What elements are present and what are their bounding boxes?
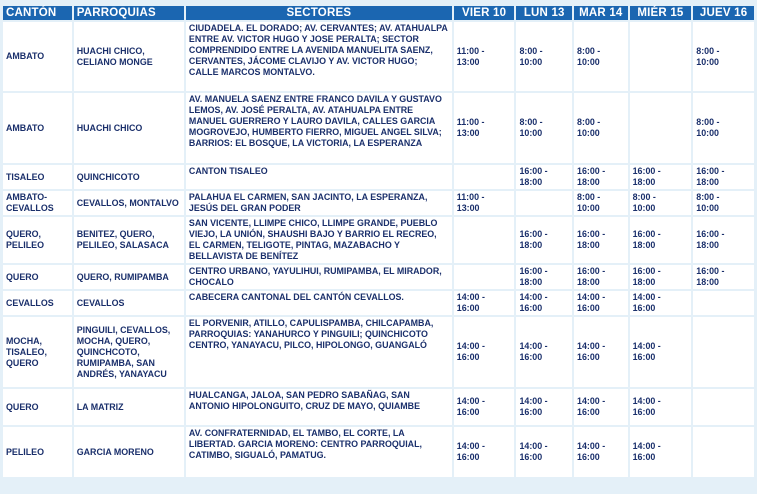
table-row — [3, 291, 754, 315]
header-day: MIÉR 15 — [630, 6, 692, 20]
canton-cell: QUERO — [3, 389, 72, 425]
header-sectores: SECTORES — [186, 6, 452, 20]
canton-cell: PELILEO — [3, 427, 72, 477]
time-cell: 8:00 - 10:00 — [574, 22, 628, 91]
time-cell: 16:00 - 18:00 — [516, 165, 572, 189]
time-cell: 14:00 - 16:00 — [516, 427, 572, 477]
time-cell: 8:00 - 10:00 — [516, 93, 572, 163]
parroquias-cell: QUERO, RUMIPAMBA — [74, 265, 184, 289]
table-row — [3, 93, 754, 163]
time-cell: 14:00 - 16:00 — [454, 389, 515, 425]
sectores-cell: AV. CONFRATERNIDAD, EL TAMBO, EL CORTE, LA LIBERTAD. GARCIA MORENO: CENTRO PARROQUIAL, CATIMBO, SIGUALÓ, PAMATUG. — [186, 427, 452, 477]
table-row — [3, 191, 754, 215]
parroquias-cell: CEVALLOS — [74, 291, 184, 315]
time-cell: 16:00 - 18:00 — [693, 265, 754, 289]
parroquias-cell: CEVALLOS, MONTALVO — [74, 191, 184, 215]
time-cell — [454, 165, 515, 189]
parroquias-cell: BENITEZ, QUERO, PELILEO, SALASACA — [74, 217, 184, 263]
time-cell — [693, 291, 754, 315]
time-cell: 14:00 - 16:00 — [630, 317, 692, 387]
time-cell: 8:00 - 10:00 — [574, 191, 628, 215]
time-cell: 8:00 - 10:00 — [693, 22, 754, 91]
time-cell: 14:00 - 16:00 — [516, 291, 572, 315]
time-cell: 14:00 - 16:00 — [454, 427, 515, 477]
time-cell: 8:00 - 10:00 — [516, 22, 572, 91]
time-cell: 11:00 - 13:00 — [454, 22, 515, 91]
sectores-cell: CANTON TISALEO — [186, 165, 452, 189]
header-day: LUN 13 — [516, 6, 572, 20]
time-cell: 16:00 - 18:00 — [693, 165, 754, 189]
time-cell: 8:00 - 10:00 — [693, 93, 754, 163]
time-cell: 14:00 - 16:00 — [454, 291, 515, 315]
time-cell: 14:00 - 16:00 — [574, 291, 628, 315]
time-cell: 14:00 - 16:00 — [630, 291, 692, 315]
parroquias-cell: GARCIA MORENO — [74, 427, 184, 477]
schedule-body — [3, 22, 754, 477]
sectores-cell: SAN VICENTE, LLIMPE CHICO, LLIMPE GRANDE, PUEBLO VIEJO, LA UNIÓN, SHAUSHI BAJO Y BARRIO EL RECREO, EL CARMEN, TELIGOTE, PINTAG, MAZABACHO Y BELLAVISTA DE BENÍTEZ — [186, 217, 452, 263]
time-cell: 16:00 - 18:00 — [574, 217, 628, 263]
parroquias-cell: HUACHI CHICO, CELIANO MONGE — [74, 22, 184, 91]
sectores-cell: EL PORVENIR, ATILLO, CAPULISPAMBA, CHILCAPAMBA, PARROQUIAS: YANAHURCO Y PINGUILI; QUINCHICOTO CENTRO, YANAYACU, PILCO, HIPOLONGO, GUANGALÓ — [186, 317, 452, 387]
table-row — [3, 22, 754, 91]
canton-cell: AMBATO — [3, 22, 72, 91]
time-cell: 16:00 - 18:00 — [630, 265, 692, 289]
header-row — [3, 6, 754, 20]
time-cell: 16:00 - 18:00 — [693, 217, 754, 263]
header-day: JUEV 16 — [693, 6, 754, 20]
time-cell — [630, 93, 692, 163]
table-row — [3, 165, 754, 189]
time-cell: 16:00 - 18:00 — [574, 265, 628, 289]
header-parroquias: PARROQUIAS — [74, 6, 184, 20]
time-cell: 14:00 - 16:00 — [516, 317, 572, 387]
header-day: VIER 10 — [454, 6, 515, 20]
table-row — [3, 317, 754, 387]
time-cell: 11:00 - 13:00 — [454, 191, 515, 215]
table-row — [3, 265, 754, 289]
table-row — [3, 217, 754, 263]
time-cell: 16:00 - 18:00 — [630, 165, 692, 189]
table-row — [3, 389, 754, 425]
parroquias-cell: QUINCHICOTO — [74, 165, 184, 189]
time-cell: 14:00 - 16:00 — [454, 317, 515, 387]
sectores-cell: CABECERA CANTONAL DEL CANTÓN CEVALLOS. — [186, 291, 452, 315]
sectores-cell: CENTRO URBANO, YAYULIHUI, RUMIPAMBA, EL MIRADOR, CHOCALO — [186, 265, 452, 289]
time-cell: 14:00 - 16:00 — [630, 389, 692, 425]
time-cell: 16:00 - 18:00 — [574, 165, 628, 189]
time-cell — [693, 389, 754, 425]
time-cell: 14:00 - 16:00 — [574, 427, 628, 477]
time-cell: 11:00 - 13:00 — [454, 93, 515, 163]
time-cell: 8:00 - 10:00 — [693, 191, 754, 215]
canton-cell: MOCHA, TISALEO, QUERO — [3, 317, 72, 387]
canton-cell: CEVALLOS — [3, 291, 72, 315]
time-cell — [693, 317, 754, 387]
canton-cell: TISALEO — [3, 165, 72, 189]
header-canton: CANTÓN — [3, 6, 72, 20]
time-cell: 8:00 - 10:00 — [630, 191, 692, 215]
time-cell — [516, 191, 572, 215]
sectores-cell: HUALCANGA, JALOA, SAN PEDRO SABAÑAG, SAN ANTONIO HIPOLONGUITO, CRUZ DE MAYO, QUIAMBE — [186, 389, 452, 425]
time-cell: 16:00 - 18:00 — [516, 265, 572, 289]
time-cell: 14:00 - 16:00 — [516, 389, 572, 425]
time-cell: 8:00 - 10:00 — [574, 93, 628, 163]
canton-cell: QUERO — [3, 265, 72, 289]
time-cell: 14:00 - 16:00 — [574, 389, 628, 425]
time-cell — [454, 265, 515, 289]
time-cell: 14:00 - 16:00 — [630, 427, 692, 477]
time-cell: 14:00 - 16:00 — [574, 317, 628, 387]
sectores-cell: PALAHUA EL CARMEN, SAN JACINTO, LA ESPERANZA, JESÚS DEL GRAN PODER — [186, 191, 452, 215]
parroquias-cell: LA MATRIZ — [74, 389, 184, 425]
sectores-cell: CIUDADELA. EL DORADO; AV. CERVANTES; AV. ATAHUALPA ENTRE AV. VICTOR HUGO Y JOSE PERALTA; SECTOR COMPRENDIDO ENTRE LA AVENIDA MANUELITA SAENZ, CERVANTES, JÁCOME CLAVIJO Y AV. VICTOR HUGO; CALLE MARCOS MONTALVO. — [186, 22, 452, 91]
time-cell — [693, 427, 754, 477]
canton-cell: AMBATO-CEVALLOS — [3, 191, 72, 215]
canton-cell: QUERO, PELILEO — [3, 217, 72, 263]
parroquias-cell: HUACHI CHICO — [74, 93, 184, 163]
time-cell: 16:00 - 18:00 — [516, 217, 572, 263]
table-row — [3, 427, 754, 477]
parroquias-cell: PINGUILI, CEVALLOS, MOCHA, QUERO, QUINCHCOTO, RUMIPAMBA, SAN ANDRÉS, YANAYACU — [74, 317, 184, 387]
time-cell — [630, 22, 692, 91]
schedule-table — [1, 4, 756, 479]
header-day: MAR 14 — [574, 6, 628, 20]
sectores-cell: AV. MANUELA SAENZ ENTRE FRANCO DAVILA Y GUSTAVO LEMOS, AV. JOSÉ PERALTA, AV. ATAHUALPA ENTRE MANUEL GUERRERO Y LAURO DAVILA, CALLES GARCIA MOGROVEJO, HUMBERTO FIERRO, MIGUEL ANGEL SILVA; BARRIOS: EL BOSQUE, LA VICTORIA, LA ESPERANZA — [186, 93, 452, 163]
canton-cell: AMBATO — [3, 93, 72, 163]
time-cell — [454, 217, 515, 263]
time-cell: 16:00 - 18:00 — [630, 217, 692, 263]
